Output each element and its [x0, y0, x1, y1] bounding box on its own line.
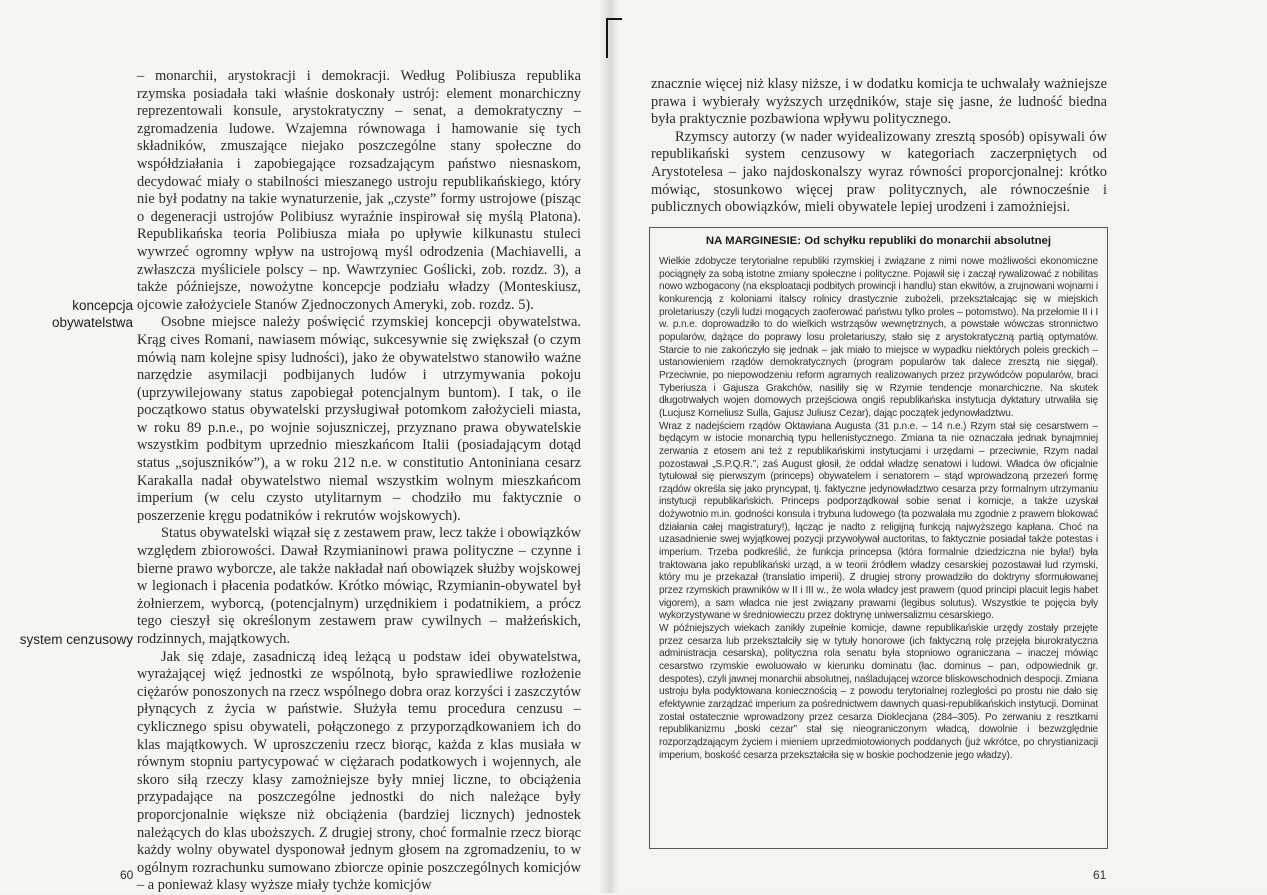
- page-number-right: 61: [1093, 868, 1107, 882]
- sidebar-box: [649, 227, 1108, 849]
- book-gutter-shadow: [598, 0, 620, 893]
- page-number-left: 60: [120, 868, 134, 882]
- right-body-text: [651, 76, 1107, 217]
- margin-note-census: system cenzusowy: [19, 632, 133, 647]
- sidebar-title: NA MARGINESIE: Od schyłku republiki do monarchii absolutnej: [705, 235, 1052, 247]
- left-body-text: [137, 68, 581, 895]
- paragraph: Osobne miejsce należy poświęcić rzymskiej koncepcji obywatelstwa. Krąg cives Romani, nawiasem mówiąc, sukcesywnie się zwiększał (o czym mówią nam kolejne spisy ludności), jako że obywatelstwo stanowiło ważne narzędzie asymilacji podbijanych ludów i utrzymywania pokoju (uprzywilejowany status zapobiegał potencjalnym buntom). I tak, o ile początkowo status obywatelski przysługiwał potomkom założycieli miasta, w roku 89 p.n.e., po wojnie sojuszniczej, przyznano prawa obywatelskie wszystkim podbitym uprzednio mieszkańcom Italii (posiadającym dotąd status „sojuszników”), a w roku 212 n.e. w constitutio Antoniniana cesarz Karakalla nadał obywatelstwo niemal wszystkim wolnym mieszkańcom imperium (w celu czysto utylitarnym – chodziło mu faktycznie o poszerzenie kręgu podatników i rekrutów wojskowych).: [137, 314, 581, 524]
- paragraph: Rzymscy autorzy (w nader wyidealizowany zresztą sposób) opisywali ów republikański system cenzusowy w kategoriach zaczerpniętych od Arystotelesa – jako najdoskonalszy wyraz równości proporcjonalnej: krótko mówiąc, stosunkowo więcej praw politycznych, ale równocześnie i publicznych obowiązków, mieli obywatele lepiej urodzeni i zamożniejsi.: [651, 128, 1107, 216]
- crop-mark: [606, 18, 622, 58]
- sidebar-paragraph: Wielkie zdobycze terytorialne republiki rzymskiej i związane z nimi nowe możliwości ekonomiczne pociągnęły za sobą istotne zmiany społeczne i polityczne. Pojawił się i zaczął rywalizować z nobilitas nowo wzbogacony (na eksploatacji podbitych prowincji i handlu) stan ekwitów, a zrujnowani wojnami i konkurencją z koloniami italscy rolnicy drastycznie zubożeli, przekształcając się w miejskich proletariuszy (czyli ludzi mogących zaoferować państwu tylko proles – potomstwo). Na przełomie II i I w. p.n.e. doprowadziło to do wielkich wstrząsów wewnętrznych, a powstałe wówczas stronnictwo popularów, dążące do poprawy losu proletariuszy, stało się z arystokratyczną partią optymatów. Starcie to nie zakończyło się jednak – jak miało to miejsce w wypadku niektórych poleis greckich – ustanowieniem rządów demokratycznych (program popularów tak dalece zresztą nie sięgał). Przeciwnie, po niepowodzeniu reform agrarnych realizowanych przez przywódców popularów, braci Tyberiusza i Gajusza Grakchów, nasiliły się w Rzymie tendencje monarchiczne. Na skutek długotrwałych wojen domowych przejściowa ongiś republikańska instytucja dyktatury utrwaliła się (Lucjusz Korneliusz Sulla, Gajusz Juliusz Cezar), dając początek jedynowładztwu.: [659, 256, 1098, 419]
- sidebar-paragraph: W późniejszych wiekach zanikły zupełnie komicje, dawne republikańskie urzędy zostały przejęte przez cesarza lub przekształciły się w tytuły honorowe (ich faktyczną rolę przejęła biurokratyczna administracja cesarska), polityczna rola senatu była stopniowo ograniczana – inaczej mówiąc cesarstwo rzymskie ewoluowało w kierunku dominatu (łac. dominus – pan, odpowiednik gr. despotes), czyli jawnej monarchii absolutnej, naśladującej wzorce bliskowschodnich despocji. Zmiana ustroju była podyktowana koniecznością – z powodu terytorialnej rozległości po prostu nie dało się efektywnie zarządzać imperium za pośrednictwem dawnych quasi-republikańskich instytucji. Dominat został ostatecznie wprowadzony przez cesarza Dioklecjana (284–305). Po zerwaniu z resztkami republikanizmu „boski cezar” stał się nieograniczonym władcą, dowolnie i bezwzględnie rozporządzającym życiem i mieniem uprzedmiotowionych poddanych (już wkrótce, po chrystianizacji imperium, boskość cesarza przekształciła się w boskie pochodzenie jego władzy).: [659, 623, 1098, 761]
- sidebar-paragraph: Wraz z nadejściem rządów Oktawiana Augusta (31 p.n.e. – 14 n.e.) Rzym stał się cesarstwem – będącym w istocie monarchią typu hellenistycznego. Zmiana ta nie oznaczała jednak bynajmniej zerwania z etosem ani też z republikańskimi instytucjami i urzędami – przeciwnie, Rzym nadal pozostawał „S.P.Q.R.”, zaś August głosił, że oddał władzę senatowi i ludowi. Władca ów oficjalnie tytułował się pierwszym (princeps) obywatelem i senatorem – stąd wprowadzoną przezeń formę rządów określa się jako pryncypat, tj. faktyczne jedynowładztwo cesarza przy formalnym utrzymaniu instytucji republikańskich. Princeps podporządkował sobie senat i komicje, a także uzyskał dożywotnio m.in. godności konsula i trybuna ludowego (ta pozwalała mu zgodnie z prawem blokować działania całej magistratury!), łącząc je nadto z religijną funkcją najwyższego kapłana. Choć na uzasadnienie swej wyjątkowej pozycji przywoływał auctoritas, to faktycznie posiadał także potestas i imperium. Trzeba podkreślić, że funkcja princepsa (która formalnie dziedziczna nie była!) była traktowana jako republikański urząd, a w teorii źródłem władzy cesarskiej pozostawał lud rzymski, który mu je przekazał (translatio imperii). Z drugiej strony prowadziło do doktryny sformułowanej przez rzymskich prawników w II i III w., że wola władcy jest prawem (quod principi placuit legis habet vigorem), a sam władca nie jest związany prawami (legibus solutus). Wszystkie te pojęcia były wykorzystywane w średniowieczu przez doktrynę uniwersalizmu cesarskiego.: [659, 420, 1098, 622]
- paragraph: – monarchii, arystokracji i demokracji. Według Polibiusza republika rzymska posiadała taki właśnie doskonały ustrój: element monarchiczny reprezentowali konsule, arystokratyczny – senat, a demokratyczny – zgromadzenia ludowe. Wzajemna równowaga i hamowanie się tych składników, zmuszające niejako poszczególne stany społeczne do współdziałania i zapobiegające rozsadzającym państwo niesnaskom, decydować miały o stabilności mieszanego ustroju republikańskiego, który nie był podatny na takie wynaturzenie, jak „czyste” formy ustrojowe (pisząc o degeneracji ustrojów Polibiusz wyraźnie inspirował się myślą Platona). Republikańska teoria Polibiusza miała po upływie kilkunastu stuleci wywrzeć ogromny wpływ na ustrojową myśl odrodzenia (Machiavelli, a zwłaszcza myśliciele polscy – np. Wawrzyniec Goślicki, zob. rozdz. 3), a także późniejsze, nowożytne koncepcje podziału władzy (Monteskiusz, ojcowie założyciele Stanów Zjednoczonych Ameryki, zob. rozdz. 5).: [137, 68, 581, 313]
- left-page: [0, 0, 607, 893]
- paragraph: Status obywatelski wiązał się z zestawem praw, lecz także i obowiązków względem zbiorowości. Dawał Rzymianinowi prawa polityczne – czynne i bierne prawo wyborcze, ale także nakładał nań obowiązek służby wojskowej w legionach i płacenia podatków. Krótko mówiąc, Rzymianin-obywatel był żołnierzem, wyborcą, (potencjalnym) urzędnikiem i podatnikiem, a prócz tego cieszył się określonym zestawem praw cywilnych – małżeńskich, rodzinnych, majątkowych.: [137, 525, 581, 647]
- sidebar-body: [659, 256, 1098, 762]
- paragraph: Jak się zdaje, zasadniczą ideą leżącą u podstaw idei obywatelstwa, wyrażającej więź jednostki ze wspólnotą, było sprawiedliwe rozłożenie ciężarów ponoszonych na rzecz wspólnego dobra oraz korzyści i zaszczytów płynących z życia w państwie. Służyła temu procedura cenzusu – cyklicznego spisu obywateli, połączonego z przyporządkowaniem ich do klas majątkowych. W uproszczeniu rzecz biorąc, każda z klas musiała w równym stopniu partycypować w ciężarach podatkowych i wojennych, ale skoro siłą rzeczy klasy zamożniejsze były mniej liczne, to obciążenia przypadające na poszczególne jednostki do nich należące były proporcjonalnie większe niż obciążenia (bardziej licznych) jednostek należących do klas uboższych. Z drugiej strony, choć formalnie rzecz biorąc każdy wolny obywatel dysponował jednym głosem na zgromadzeniu, to w ogólnym rozrachunku sumowano zbiorcze opinie poszczególnych komicjów – a ponieważ klasy wyższe miały tychże komicjów: [137, 648, 581, 894]
- margin-note-citizenship: koncepcja obywatelstwa: [51, 298, 133, 330]
- paragraph: znacznie więcej niż klasy niższe, i w dodatku komicja te uchwalały ważniejsze prawa i wybierały wyższych urzędników, staje się jasne, że ludność biedna była praktycznie pozbawiona wpływu politycznego.: [651, 76, 1107, 128]
